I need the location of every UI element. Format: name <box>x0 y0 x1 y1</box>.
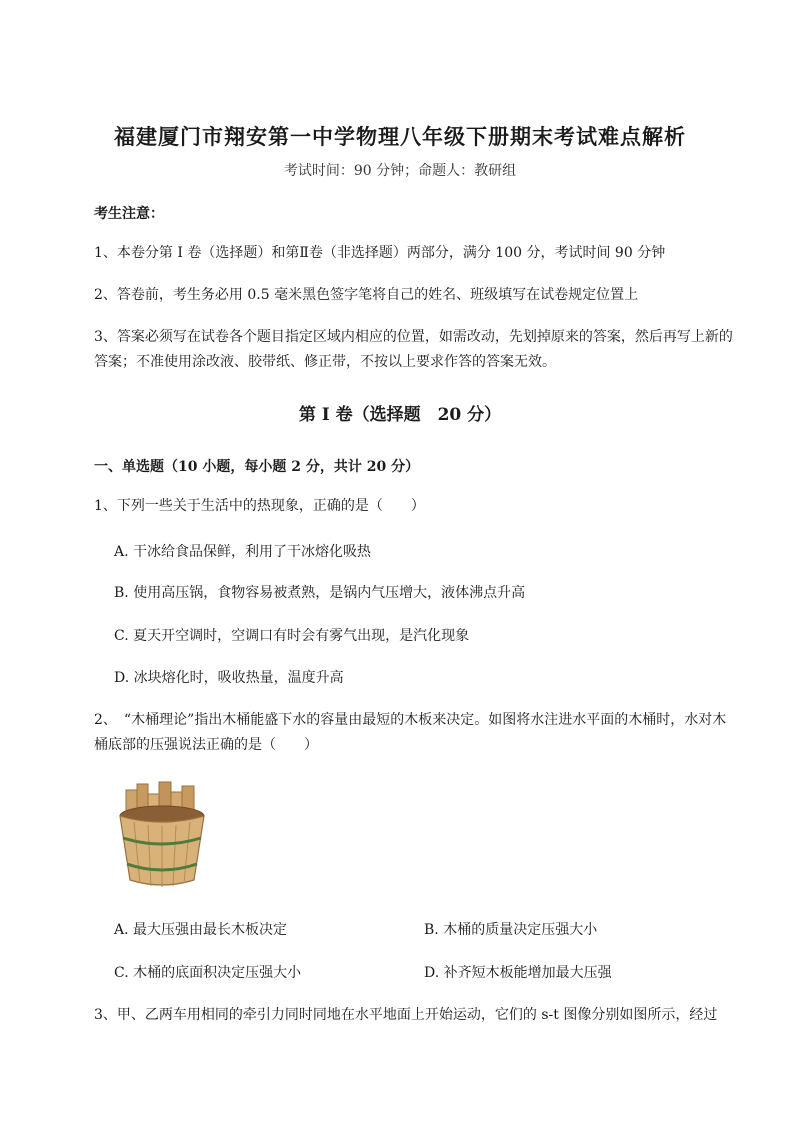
option-d: D. 补齐短木板能增加最大压强 <box>424 965 612 981</box>
exam-info: 考试时间：90 分钟；命题人：教研组 <box>283 163 517 179</box>
notice-heading: 考生注意： <box>94 206 164 222</box>
page-title: 福建厦门市翔安第一中学物理八年级下册期末考试难点解析 <box>114 124 686 149</box>
option-a: A. 最大压强由最长木板决定 <box>114 922 288 938</box>
option-b: B. 使用高压锅，食物容易被煮熟，是锅内气压增大，液体沸点升高 <box>114 585 526 601</box>
option-c: C. 夏天开空调时，空调口有时会有雾气出现，是汽化现象 <box>114 628 470 644</box>
part-heading: 一、单选题（10 小题，每小题 2 分，共计 20 分） <box>94 459 420 475</box>
section-title: 第 I 卷（选择题 20 分） <box>298 405 502 425</box>
notice-item: 3、答案必须写在试卷各个题目指定区域内相应的位置，如需改动，先划掉原来的答案，然后再写上新的答案；不准使用涂改液、胶带纸、修正带，不按以上要求作答的答案无效。 <box>94 329 733 370</box>
option-c: C. 木桶的底面积决定压强大小 <box>114 965 302 981</box>
option-d: D. 冰块熔化时，吸收热量，温度升高 <box>114 670 344 686</box>
notice-item: 1、本卷分第 I 卷（选择题）和第Ⅱ卷（非选择题）两部分，满分 100 分，考试时间 90 分钟 <box>94 245 666 261</box>
question-stem: 1、下列一些关于生活中的热现象，正确的是（ ） <box>94 498 425 514</box>
question-stem: 3、甲、乙两车用相同的牵引力同时同地在水平地面上开始运动，它们的 s-t 图像分别如图所示，经过 <box>94 1007 718 1023</box>
notice-item: 2、答卷前，考生务必用 0.5 毫米黑色签字笔将自己的姓名、班级填写在试卷规定位置上 <box>94 287 639 303</box>
wooden-barrel-icon <box>112 780 212 890</box>
option-a: A. 干冰给食品保鲜，利用了干冰熔化吸热 <box>114 544 372 560</box>
option-b: B. 木桶的质量决定压强大小 <box>424 922 598 938</box>
question-stem: 2、 “木桶理论”指出木桶能盛下水的容量由最短的木板来决定。如图将水注进水平面的木桶时，水对木桶底部的压强说法正确的是（ ） <box>94 712 727 753</box>
